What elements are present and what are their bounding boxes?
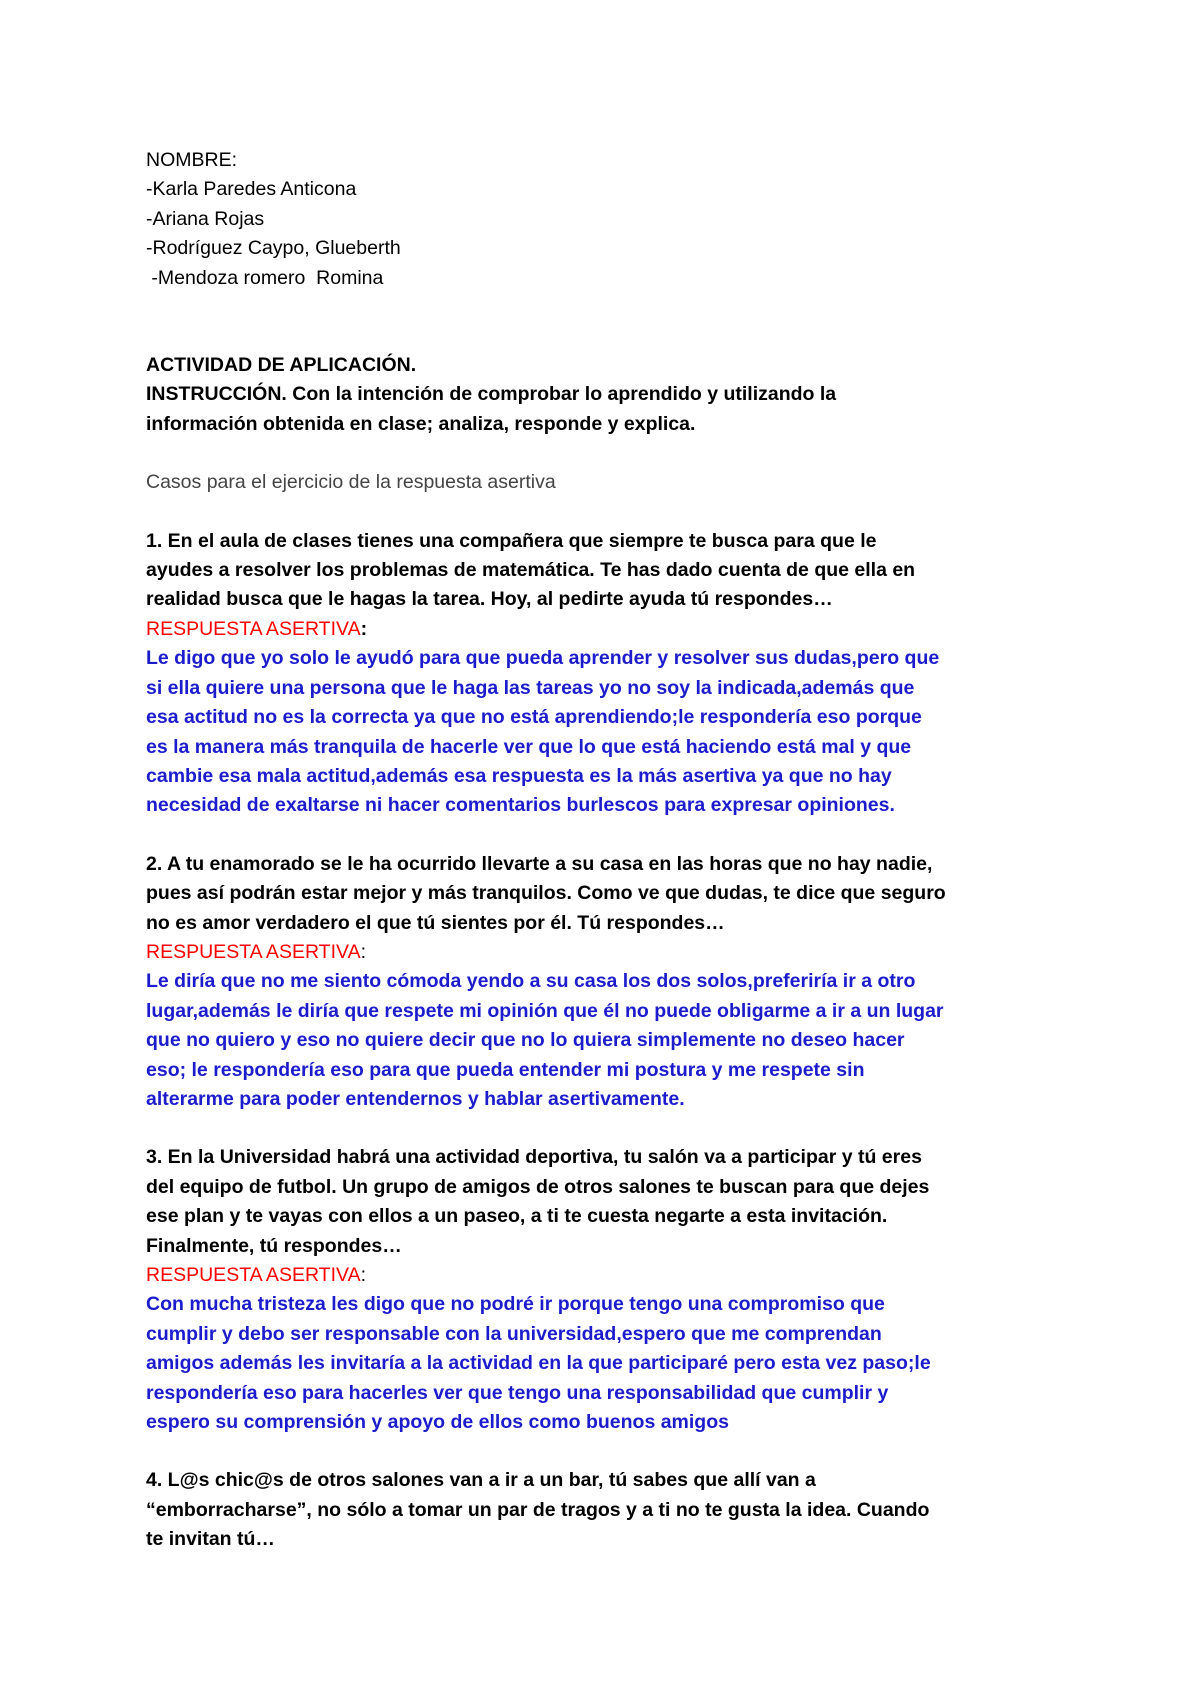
answer-line: Con mucha tristeza les digo que no podré ir porque tengo una compromiso que [146, 1293, 885, 1316]
answer-line: necesidad de exaltarse ni hacer comentarios burlescos para expresar opiniones. [146, 794, 895, 817]
student-name: -Mendoza romero Romina [146, 266, 384, 289]
question-line: realidad busca que le hagas la tarea. Hoy, al pedirte ayuda tú respondes… [146, 588, 833, 611]
answer-line: alterarme para poder entendernos y hablar asertivamente. [146, 1087, 685, 1110]
question-line: ayudes a resolver los problemas de matemática. Te has dado cuenta de que ella en [146, 559, 916, 582]
answer-line: que no quiero y eso no quiere decir que no lo quiera simplemente no deseo hacer [146, 1029, 905, 1052]
answer-line: espero su comprensión y apoyo de ellos como buenos amigos [146, 1411, 729, 1434]
case-2 [146, 850, 1076, 1115]
answer-line: Le digo que yo solo le ayudó para que pueda aprender y resolver sus dudas,pero que [146, 647, 940, 670]
instruction-line: información obtenida en clase; analiza, responde y explica. [146, 412, 696, 435]
answer-colon: : [360, 940, 366, 963]
question-line: Finalmente, tú respondes… [146, 1234, 402, 1257]
student-name: -Ariana Rojas [146, 207, 265, 230]
answer-line: si ella quiere una persona que le haga las tareas yo no soy la indicada,además que [146, 676, 915, 699]
answer-line: respondería eso para hacerles ver que tengo una responsabilidad que cumplir y [146, 1381, 889, 1404]
activity-title: ACTIVIDAD DE APLICACIÓN. [146, 354, 417, 377]
question-line: te invitan tú… [146, 1528, 275, 1551]
answer-colon: : [360, 1264, 366, 1286]
document-body [146, 146, 1076, 1555]
case-4 [146, 1466, 1076, 1554]
answer-heading [146, 938, 1076, 967]
answer-line: cambie esa mala actitud,además esa respuesta es la más asertiva ya que no hay [146, 764, 892, 787]
answer-line: Le diría que no me siento cómoda yendo a su casa los dos solos,preferiría ir a otro [146, 970, 916, 993]
student-name: -Rodríguez Caypo, Glueberth [146, 237, 401, 260]
answer-line: esa actitud no es la correcta ya que no está aprendiendo;le respondería eso porque [146, 706, 922, 729]
question-line: no es amor verdadero el que tú sientes por él. Tú respondes… [146, 911, 725, 934]
cases-intro: Casos para el ejercicio de la respuesta asertiva [146, 471, 556, 494]
question-line: 3. En la Universidad habrá una actividad deportiva, tu salón va a participar y tú eres [146, 1146, 922, 1169]
question-line: 4. L@s chic@s de otros salones van a ir a un bar, tú sabes que allí van a [146, 1469, 816, 1492]
answer-line: es la manera más tranquila de hacerle ver que lo que está haciendo está mal y que [146, 735, 912, 758]
question-line: 2. A tu enamorado se le ha ocurrido llevarte a su casa en las horas que no hay nadie, [146, 852, 933, 875]
instruction-line: INSTRUCCIÓN. Con la intención de comprobar lo aprendido y utilizando la [146, 383, 837, 406]
answer-label: RESPUESTA ASERTIVA [146, 1264, 361, 1286]
answer-label: RESPUESTA ASERTIVA [146, 940, 361, 963]
question-line: “emborracharse”, no sólo a tomar un par de tragos y a ti no te gusta la idea. Cuando [146, 1498, 930, 1521]
nombre-label: NOMBRE: [146, 149, 238, 171]
student-name: -Karla Paredes Anticona [146, 178, 357, 201]
answer-line: lugar,además le diría que respete mi opinión que él no puede obligarme a ir a un lugar [146, 999, 944, 1022]
question-line: ese plan y te vayas con ellos a un paseo, a ti te cuesta negarte a esta invitación. [146, 1205, 888, 1228]
question-line: 1. En el aula de clases tienes una compañera que siempre te busca para que le [146, 529, 877, 552]
answer-line: amigos además les invitaría a la actividad en la que participaré pero esta vez paso;le [146, 1352, 931, 1375]
answer-heading [146, 1261, 1076, 1290]
case-1 [146, 527, 1076, 821]
question-line: pues así podrán estar mejor y más tranquilos. Como ve que dudas, te dice que seguro [146, 882, 946, 905]
answer-heading [146, 615, 1076, 644]
answer-line: cumplir y debo ser responsable con la universidad,espero que me comprendan [146, 1322, 882, 1345]
question-line: del equipo de futbol. Un grupo de amigos de otros salones te buscan para que dejes [146, 1175, 930, 1198]
answer-colon: : [360, 617, 368, 640]
answer-label: RESPUESTA ASERTIVA [146, 617, 361, 640]
case-3 [146, 1143, 1076, 1437]
answer-line: eso; le respondería eso para que pueda entender mi postura y me respete sin [146, 1058, 865, 1081]
